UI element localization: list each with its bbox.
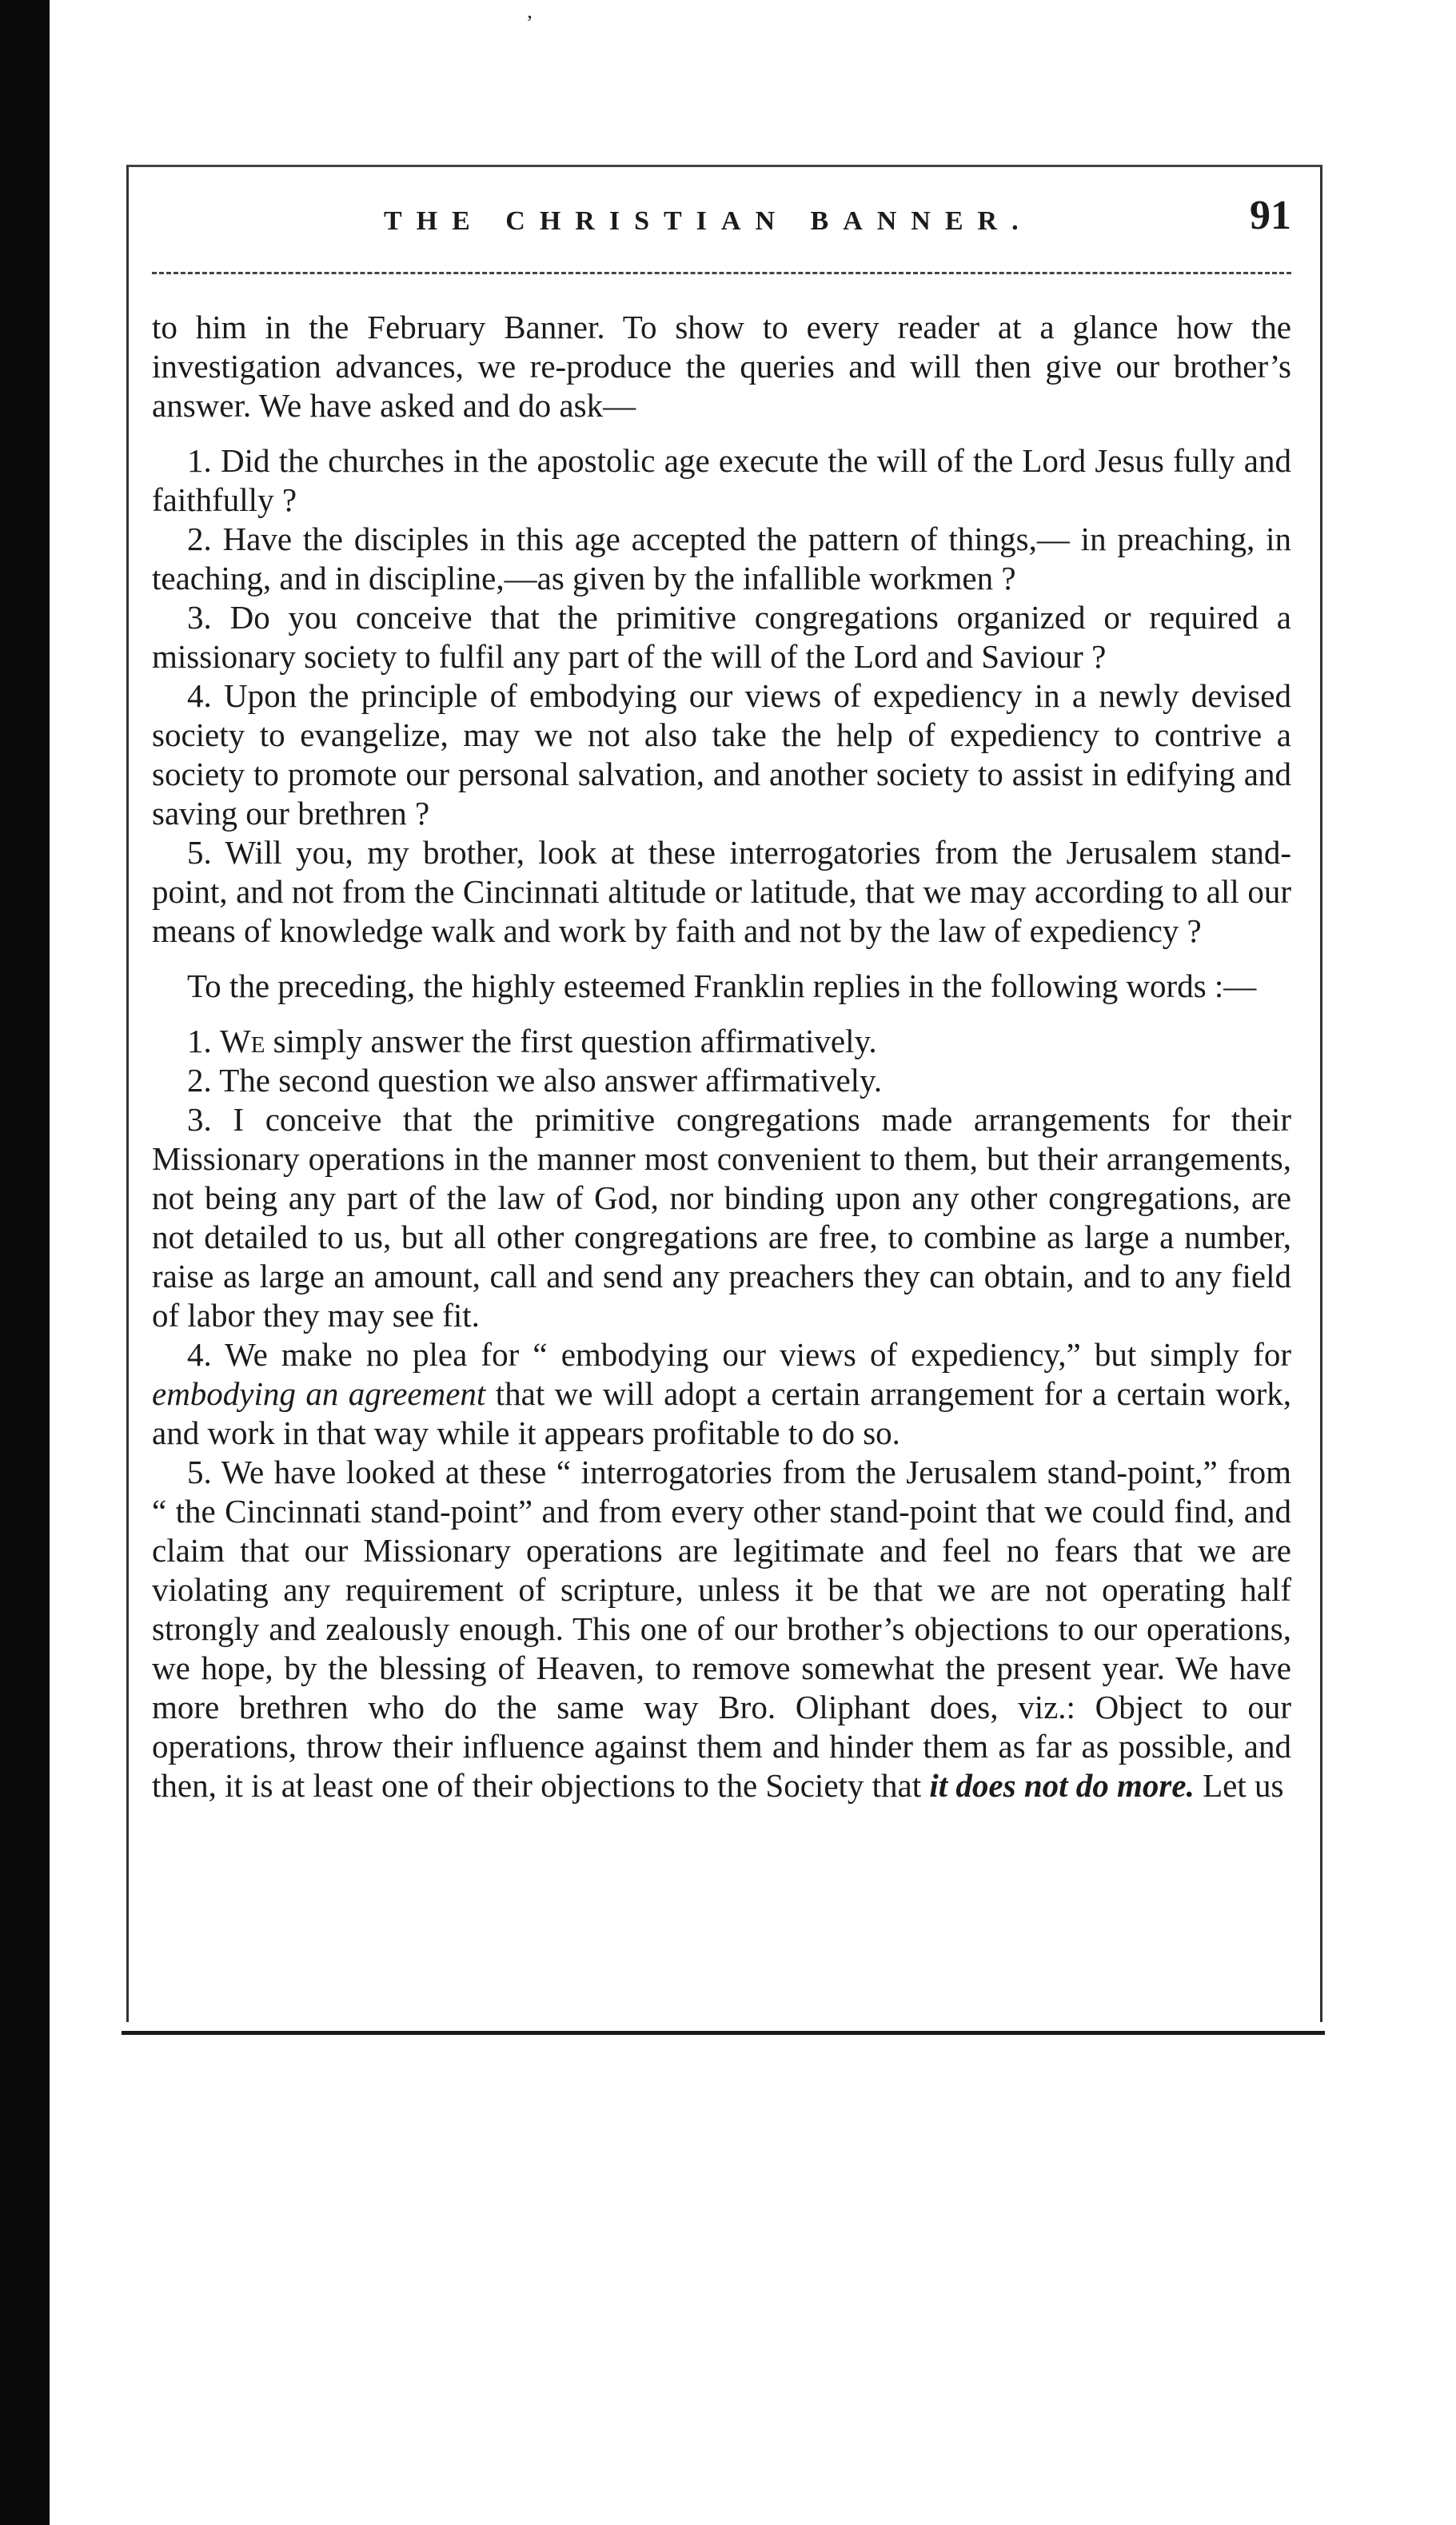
answer-number: 2. — [187, 1062, 212, 1099]
reply-intro: To the preceding, the highly esteemed Franklin replies in the following words :— — [187, 967, 1257, 1004]
query-text: Will you, my brother, look at these interrogatories from the Jerusalem stand-point, and not from the Cincinnati altitude or latitude, that we may according to all our means of knowledge walk and work by faith and not by the law of expediency ? — [152, 834, 1291, 949]
answer-number: 5. — [187, 1454, 212, 1490]
page-header — [152, 192, 1291, 248]
query-number: 2. — [187, 521, 212, 557]
answer-3 — [152, 1100, 1291, 1335]
answer-4 — [152, 1335, 1291, 1453]
top-mark: ’ — [526, 11, 533, 34]
binding-edge — [0, 0, 50, 2525]
answer-text: I conceive that the primitive congregations made arrangements for their Missionary operations in the manner most convenient to them, but their arrangements, not being any part of the law of God, nor binding upon any other congregations, are not detailed to us, but all other congregations are free, to combine as large a number, raise as large an amount, call and send any preachers they can obtain, and to any field of labor they may see fit. — [152, 1101, 1291, 1334]
query-2 — [152, 520, 1291, 598]
query-4 — [152, 676, 1291, 833]
answer-lead-word: We — [220, 1023, 265, 1059]
query-text: Do you conceive that the primitive congregations organized or required a missionary society to fulfil any part of the will of the Lord and Saviour ? — [152, 599, 1291, 675]
query-number: 4. — [187, 677, 212, 714]
answer-text: Let us — [1194, 1767, 1284, 1804]
page-number: 91 — [1250, 193, 1291, 238]
header-rule — [152, 272, 1291, 274]
answer-text: We make no plea for “ embodying our views of expediency,” but simply for — [225, 1336, 1291, 1373]
running-title: THE CHRISTIAN BANNER. — [384, 206, 1033, 236]
query-number: 5. — [187, 834, 212, 871]
query-1 — [152, 441, 1291, 520]
answer-number: 4. — [187, 1336, 212, 1373]
answer-text: We have looked at these “ interrogatories from the Jerusalem stand-point,” from “ the Cincinnati stand-point” and from every other stand-point that we could find, and claim that our Missionary operations are legitimate and feel no fears that we are violating any requirement of scripture, unless it be that we are not operating half strongly and zealously enough. This one of our brother’s objections to our operations, we hope, by the blessing of Heaven, to remove somewhat the present year. We have more brethren who do the same way Bro. Oliphant does, viz.: Object to our operations, throw their influence against them and hinder them as far as possible, and then, it is at least one of their objections to the Society that — [152, 1454, 1291, 1804]
answer-number: 3. — [187, 1101, 212, 1138]
answer-emphasis: embodying an agreement — [152, 1375, 486, 1412]
bottom-rule — [122, 2031, 1325, 2035]
answer-text: that we will adopt a certain arrangement for a certain work, and work in that way while it appears profitable to do so. — [152, 1375, 1291, 1451]
answer-5 — [152, 1453, 1291, 1805]
answer-number: 1. — [187, 1023, 212, 1059]
answer-text: simply answer the first question affirmatively. — [265, 1023, 877, 1059]
query-3 — [152, 598, 1291, 676]
page-body — [152, 308, 1291, 1805]
answer-1 — [152, 1022, 1291, 1061]
answer-text: The second question we also answer affirmatively. — [219, 1062, 883, 1099]
intro-paragraph: to him in the February Banner. To show to every reader at a glance how the investigation advances, we re-produce the queries and will then give our brother’s answer. We have asked and do ask— — [152, 309, 1291, 424]
query-number: 1. — [187, 442, 212, 479]
query-text: Have the disciples in this age accepted the pattern of things,— in preaching, in teaching, and in discipline,—as given by the infallible workmen ? — [152, 521, 1291, 596]
query-text: Did the churches in the apostolic age execute the will of the Lord Jesus fully and faithfully ? — [152, 442, 1291, 518]
answer-2 — [152, 1061, 1291, 1100]
query-number: 3. — [187, 599, 212, 636]
query-5 — [152, 833, 1291, 951]
answer-emphasis: it does not do more. — [929, 1767, 1195, 1804]
query-text: Upon the principle of embodying our views of expediency in a newly devised society to evangelize, may we not also take the help of expediency to contrive a society to promote our personal salvation, and another society to assist in edifying and saving our brethren ? — [152, 677, 1291, 832]
